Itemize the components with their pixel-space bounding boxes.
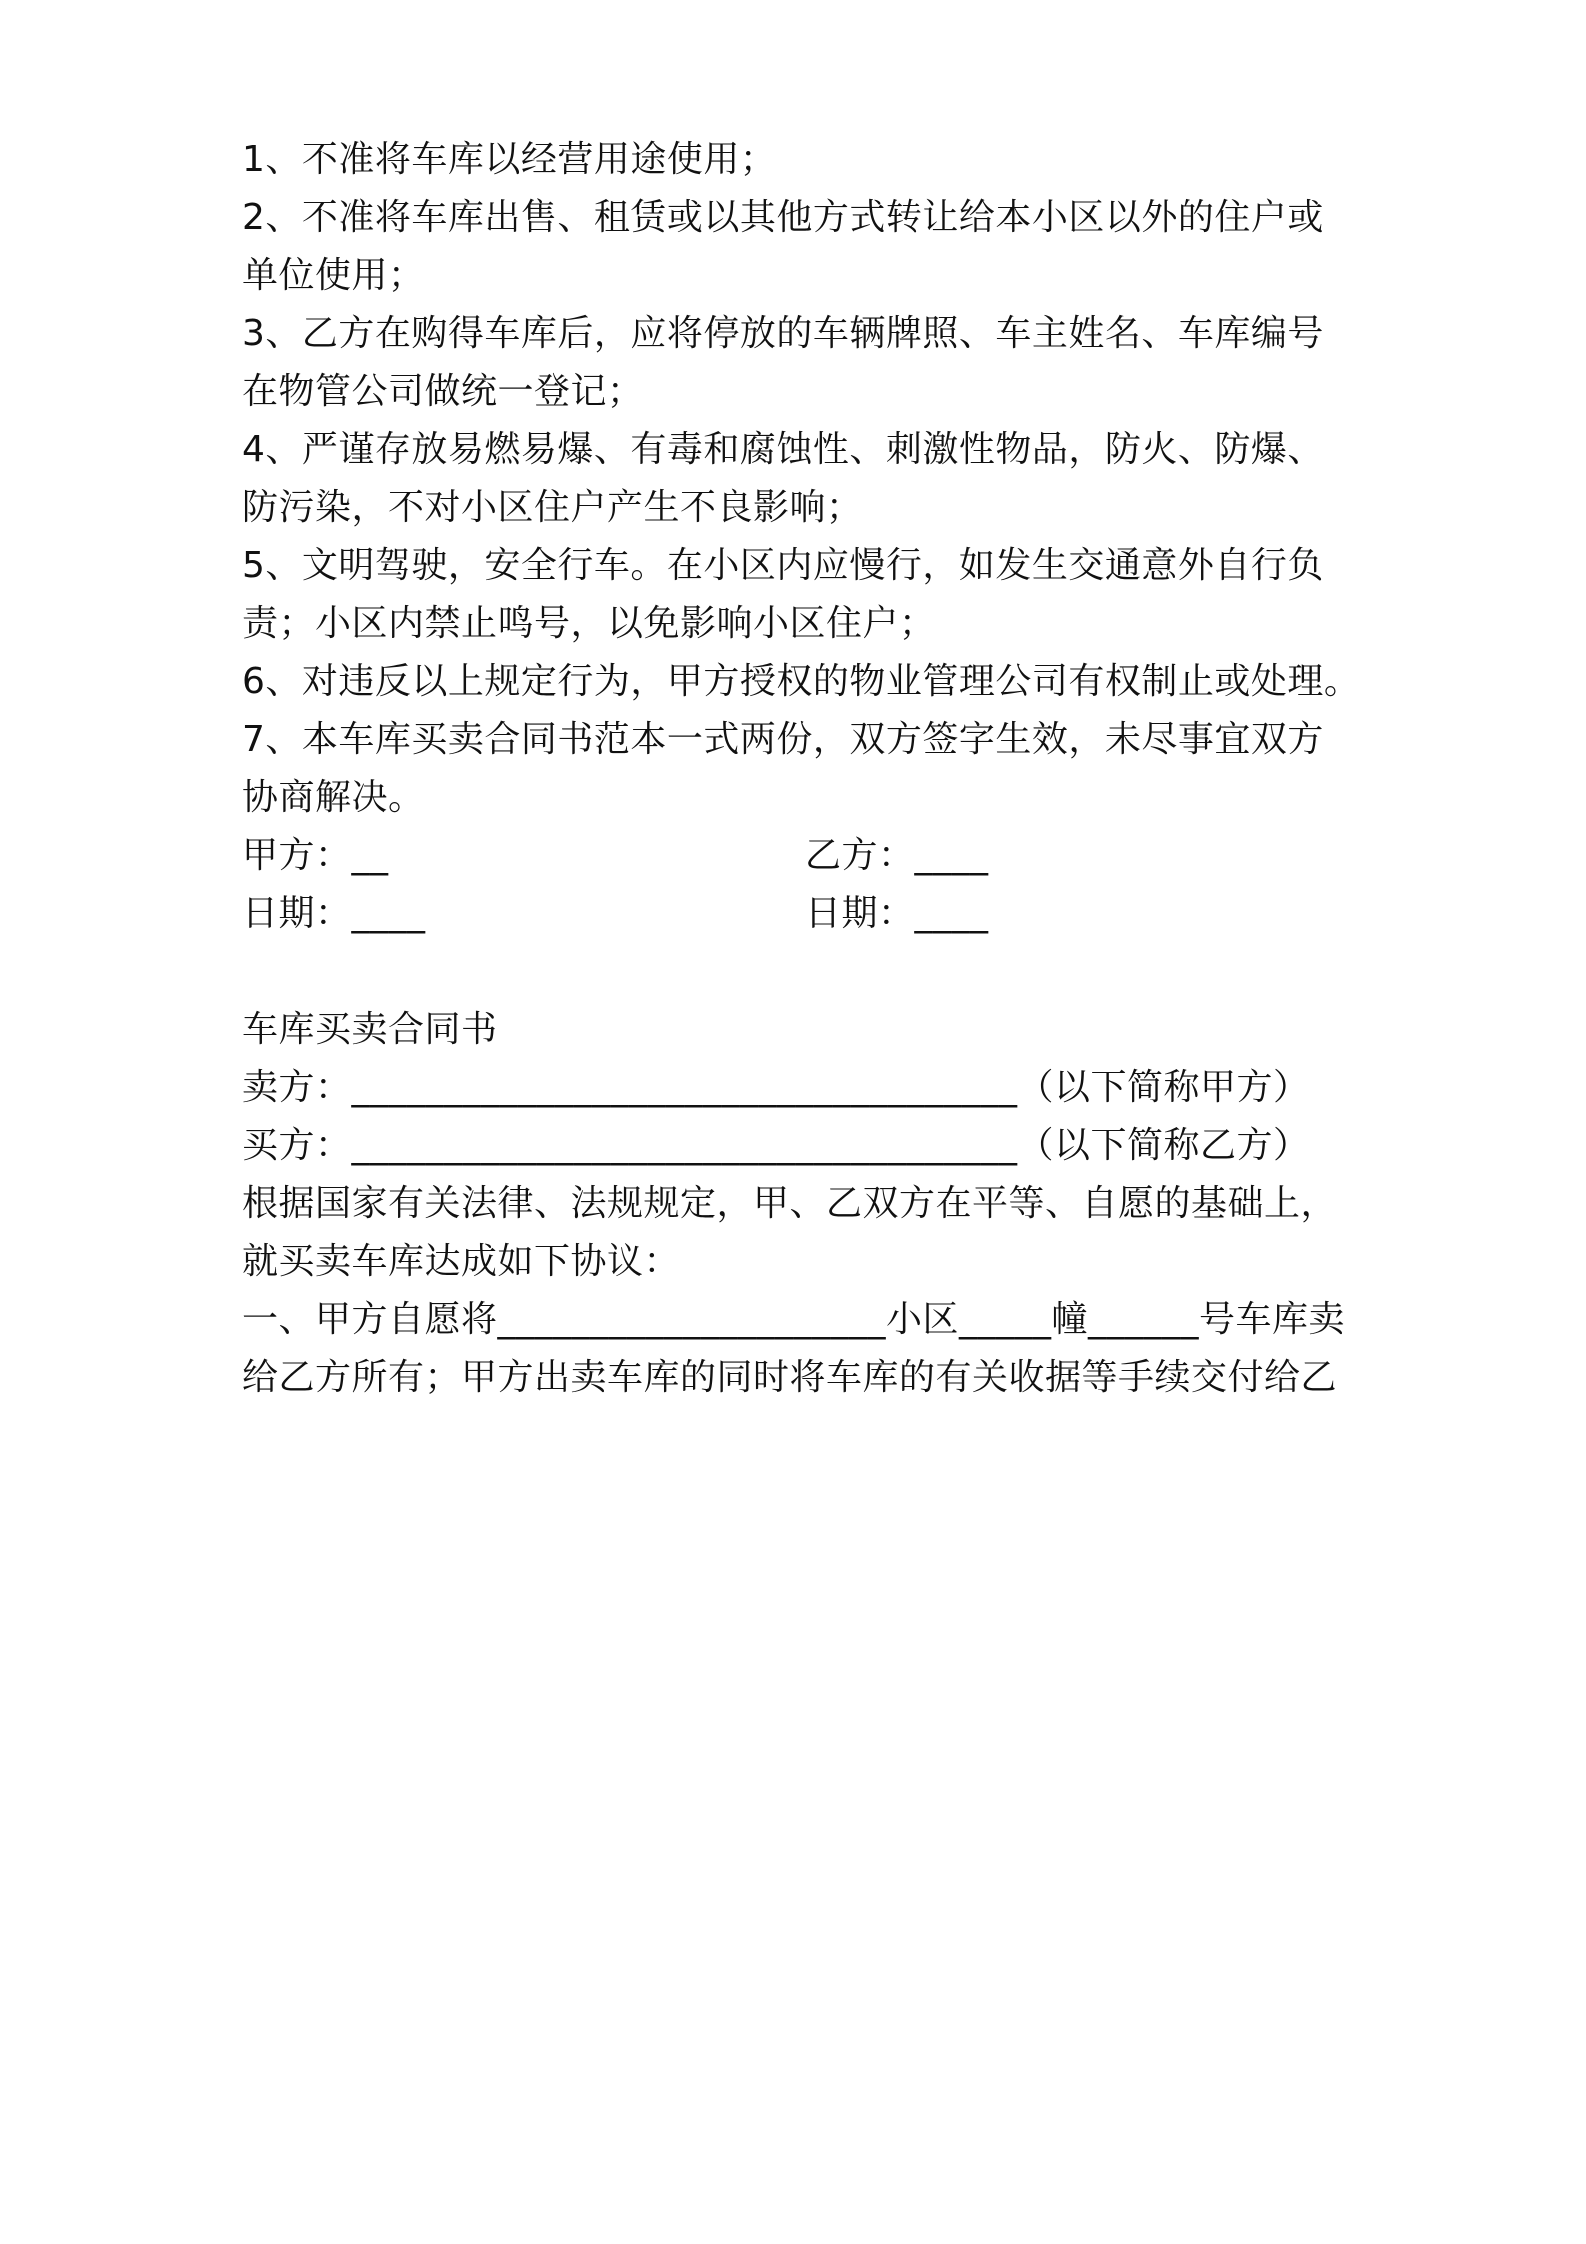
- article-1-line-2: 给乙方所有；甲方出卖车库的同时将车库的有关收据等手续交付给乙: [242, 1357, 1338, 1398]
- clause-4-line-2: 防污染，不对小区住户产生不良影响；: [242, 487, 863, 528]
- party-b-signature: 乙方：____: [805, 835, 989, 876]
- preamble-line-2: 就买卖车库达成如下协议：: [242, 1241, 681, 1282]
- clause-7-line-2: 协商解决。: [242, 777, 425, 818]
- clause-2-line-1: 2、不准将车库出售、租赁或以其他方式转让给本小区以外的住户或: [242, 197, 1324, 238]
- clause-4-line-1: 4、严谨存放易燃易爆、有毒和腐蚀性、刺激性物品，防火、防爆、: [242, 429, 1324, 470]
- buyer-line: 买方：____________________________________（以下简称乙方）: [242, 1125, 1310, 1166]
- preamble-line-1: 根据国家有关法律、法规规定，甲、乙双方在平等、自愿的基础上，: [242, 1183, 1338, 1224]
- party-a-date: 日期：____: [242, 893, 426, 934]
- date-row: [242, 890, 1392, 938]
- clause-3-line-2: 在物管公司做统一登记；: [242, 371, 644, 412]
- article-1-line-1: 一、甲方自愿将_____________________小区_____幢______号车库卖: [242, 1299, 1346, 1340]
- party-b-date: 日期：____: [805, 893, 989, 934]
- signature-row: [242, 832, 1392, 880]
- clause-7-line-1: 7、本车库买卖合同书范本一式两份，双方签字生效，未尽事宜双方: [242, 719, 1324, 760]
- clause-5-line-1: 5、文明驾驶，安全行车。在小区内应慢行，如发生交通意外自行负: [242, 545, 1324, 586]
- seller-line: 卖方：____________________________________（以下简称甲方）: [242, 1067, 1310, 1108]
- clause-1: 1、不准将车库以经营用途使用；: [242, 139, 777, 180]
- clause-5-line-2: 责；小区内禁止鸣号，以免影响小区住户；: [242, 603, 936, 644]
- party-a-signature: 甲方：__: [242, 835, 389, 876]
- clause-2-line-2: 单位使用；: [242, 255, 425, 296]
- clause-3-line-1: 3、乙方在购得车库后，应将停放的车辆牌照、车主姓名、车库编号: [242, 313, 1324, 354]
- contract-title: 车库买卖合同书: [242, 1009, 498, 1050]
- clause-6: 6、对违反以上规定行为，甲方授权的物业管理公司有权制止或处理。: [242, 661, 1361, 702]
